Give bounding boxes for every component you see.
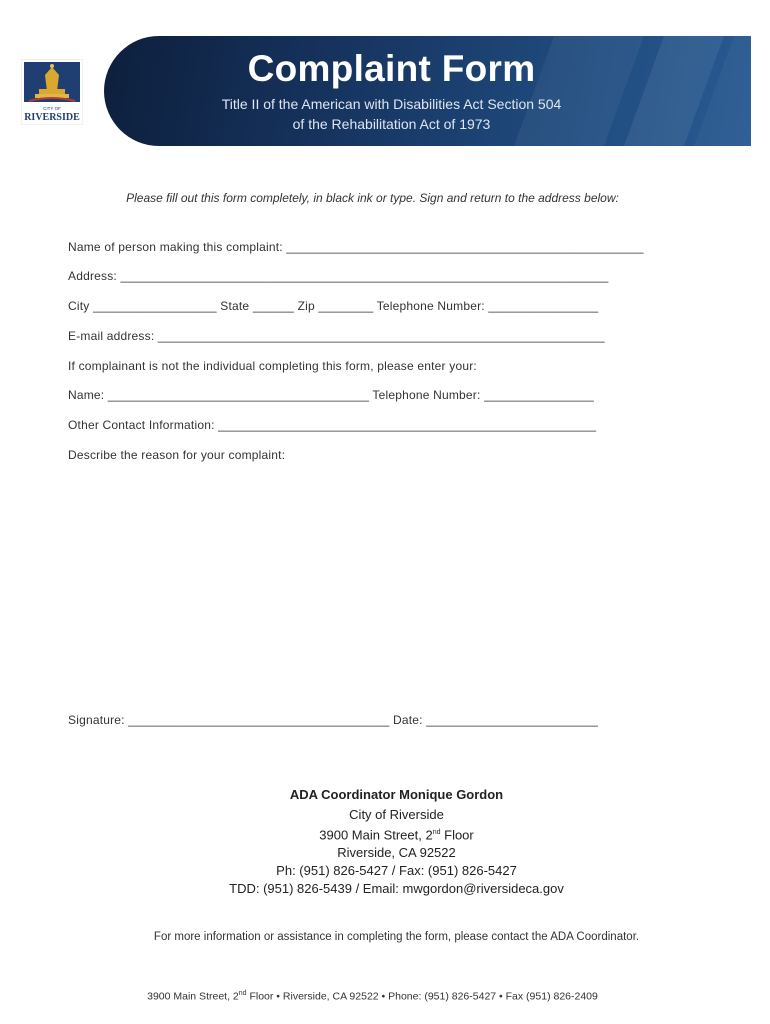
more-info-text: For more information or assistance in completing the form, please contact the ADA Coordinator. xyxy=(153,931,640,943)
email-field[interactable]: E-mail address: _________________________________________________________________ xyxy=(68,329,605,343)
signature-date-fields[interactable]: Signature: ______________________________________ Date: _________________________ xyxy=(68,713,599,727)
complaint-reason-label: Describe the reason for your complaint: xyxy=(68,448,286,462)
form-subtitle-line2: of the Rehabilitation Act of 1973 xyxy=(292,116,491,132)
contact-street: 3900 Main Street, 2nd Floor xyxy=(319,827,474,843)
contact-city-state-zip: Riverside, CA 92522 xyxy=(337,845,456,861)
city-state-zip-phone-fields[interactable]: City __________________ State ______ Zip ________ Telephone Number: ________________ xyxy=(68,299,599,313)
svg-text:CITY OF: CITY OF xyxy=(43,106,61,111)
contact-city: City of Riverside xyxy=(349,807,444,822)
other-contact-field[interactable]: Other Contact Information: _______________________________________________________ xyxy=(68,418,597,432)
page-footer: 3900 Main Street, 2nd Floor • Riverside, CA 92522 • Phone: (951) 826-5427 • Fax (951) 826-2409 xyxy=(147,990,598,1003)
contact-block xyxy=(0,786,770,898)
contact-phone-fax: Ph: (951) 826-5427 / Fax: (951) 826-5427 xyxy=(276,863,517,879)
bell-tower-icon xyxy=(21,59,83,125)
form-title: Complaint Form xyxy=(247,48,536,89)
not-individual-note: If complainant is not the individual completing this form, please enter your: xyxy=(68,359,477,373)
instructions-text: Please fill out this form completely, in black ink or type. Sign and return to the address below: xyxy=(126,191,619,205)
svg-text:RIVERSIDE: RIVERSIDE xyxy=(24,112,80,123)
city-logo xyxy=(21,59,83,125)
form-subtitle-line1: Title II of the American with Disabilities Act Section 504 xyxy=(221,96,562,112)
complainant-name-field[interactable]: Name of person making this complaint: ____________________________________________________ xyxy=(68,240,644,254)
name-phone-fields[interactable]: Name: ______________________________________ Telephone Number: ________________ xyxy=(68,388,595,402)
contact-tdd-email: TDD: (951) 826-5439 / Email: mwgordon@riversideca.gov xyxy=(229,881,564,897)
coordinator-name: ADA Coordinator Monique Gordon xyxy=(289,787,504,802)
header-banner xyxy=(104,36,751,146)
address-field[interactable]: Address: _______________________________________________________________________ xyxy=(68,269,609,283)
